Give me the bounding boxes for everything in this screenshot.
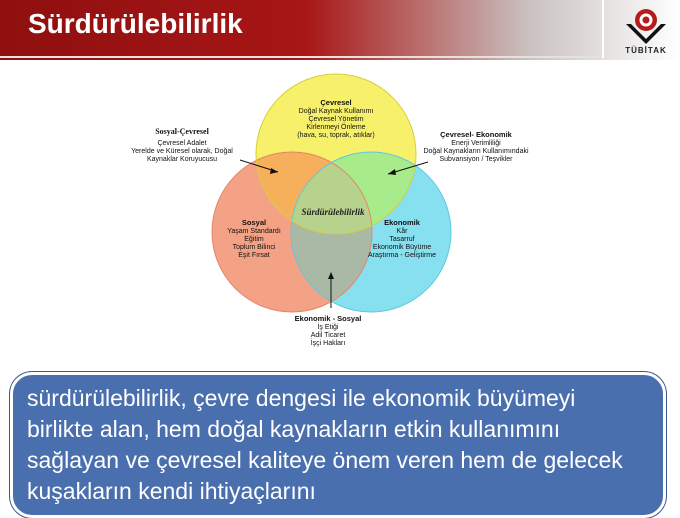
ekonomik-sosyal-line: Adil Ticaret	[310, 332, 346, 339]
definition-callout	[10, 372, 666, 518]
cevresel-ekonomik-line: Doğal Kaynakların Kullanımındaki	[423, 148, 529, 155]
sosyal-line: Eğitim	[244, 236, 264, 243]
cevresel-line: (hava, su, toprak, atıklar)	[297, 132, 375, 139]
sosyal-line: Eşit Fırsat	[238, 252, 270, 259]
ekonomik-line: Kâr	[396, 228, 408, 235]
cevresel-ekonomik-line: Subvansiyon / Teşvikler	[439, 156, 513, 163]
cevresel-line: Doğal Kaynak Kullanımı	[298, 108, 374, 115]
cevresel-ekonomik-title: Çevresel- Ekonomik	[440, 130, 512, 139]
header-divider	[0, 56, 600, 58]
header-vertical-divider	[602, 0, 604, 58]
ekonomik-line: Tasarruf	[389, 236, 415, 243]
cevresel-line: Çevresel Yönetim	[308, 116, 364, 123]
cevresel-title: Çevresel	[320, 98, 352, 107]
sosyal-cevresel-line: Yerelde ve Küresel olarak, Doğal	[131, 148, 233, 155]
ekonomik-line: Araştırma - Geliştirme	[367, 252, 437, 259]
ekonomik-sosyal-line: İşçi Hakları	[310, 340, 346, 347]
ekonomik-title: Ekonomik	[384, 218, 420, 227]
sosyal-line: Yaşam Standardı	[227, 228, 281, 235]
sosyal-cevresel-line: Çevresel Adalet	[157, 140, 207, 147]
venn-diagram	[128, 72, 540, 352]
sosyal-cevresel-line: Kaynaklar Koruyucusu	[146, 156, 218, 163]
ekonomik-sosyal-line: İş Etiği	[317, 324, 339, 331]
sosyal-title: Sosyal	[241, 218, 267, 227]
cevresel-ekonomik-line: Enerji Verimliliği	[451, 140, 501, 147]
slide-title: Sürdürülebilirlik	[28, 8, 243, 39]
logo-wordmark: TÜBİTAK	[625, 46, 667, 55]
center-label: Sürdürülebilirlik	[301, 207, 365, 217]
sosyal-line: Toplum Bilinci	[232, 244, 276, 251]
ekonomik-line: Ekonomik Büyüme	[372, 244, 432, 251]
cevresel-line: Kirlenmeyi Önleme	[306, 124, 366, 131]
sosyal-cevresel-title: Sosyal-Çevresel	[155, 127, 209, 136]
ekonomik-sosyal-title: Ekonomik - Sosyal	[294, 314, 362, 323]
definition-text: sürdürülebilirlik, çevre dengesi ile ekonomik büyümeyi birlikte alan, hem doğal kaynakların etkin kullanımını sağlayan ve çevresel kaliteye önem veren hem de gelecek kuşakların kendi ihtiyaçlarını	[27, 385, 623, 504]
